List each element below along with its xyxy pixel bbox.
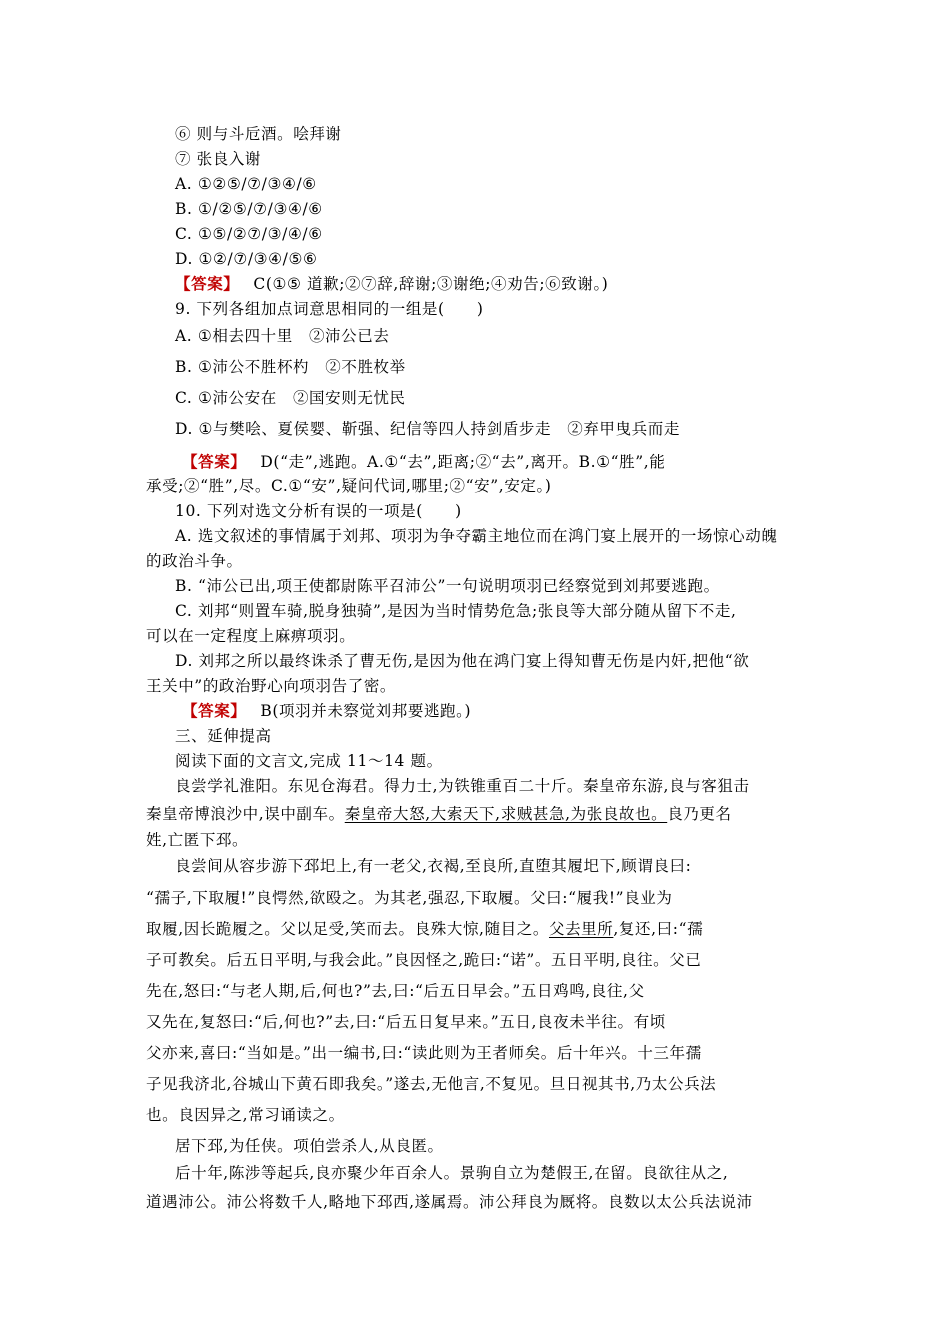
answer-text: B(项羽并未察觉刘邦要逃跑。) <box>260 702 472 720</box>
passage-line: “孺子,下取履!”良愕然,欲殴之。为其老,强忍,下取履。父曰:“履我!”良业为 <box>146 889 673 907</box>
option-line-7: ⑦ 张良入谢 <box>175 150 262 168</box>
passage-line: 子可教矣。后五日平明,与我会此。”良因怪之,跪曰:“诺”。五日平明,良往。父已 <box>146 951 702 969</box>
answer-8 <box>175 273 608 295</box>
question-10-d-cont: 王关中”的政治野心向项羽告了密。 <box>146 677 397 695</box>
answer-text: C(①⑤ 道歉;②⑦辞,辞谢;③谢绝;④劝告;⑥致谢。) <box>253 275 609 293</box>
passage-line: 父亦来,喜曰:“当如是。”出一编书,曰:“读此则为王者师矣。后十年兴。十三年孺 <box>146 1044 702 1062</box>
underlined-sentence: 秦皇帝大怒,大索天下,求贼甚急,为张良故也。 <box>344 805 668 823</box>
section-heading: 三、延伸提高 <box>175 727 272 745</box>
question-9-d: D. ①与樊哙、夏侯婴、靳强、纪信等四人持剑盾步走 ②弃甲曳兵而走 <box>175 420 680 438</box>
passage-line: 居下邳,为任侠。项伯尝杀人,从良匿。 <box>175 1137 444 1155</box>
question-9: 9. 下列各组加点词意思相同的一组是( ) <box>175 300 484 318</box>
question-10: 10. 下列对选文分析有误的一项是( ) <box>175 502 462 520</box>
choice-c: C. ①⑤/②⑦/③/④/⑥ <box>175 225 323 243</box>
reading-instruction: 阅读下面的文言文,完成 11～14 题。 <box>175 752 443 770</box>
underlined-phrase: 父去里所 <box>548 920 614 938</box>
passage-line: 取履,因长跪履之。父以足受,笑而去。良殊大惊,随目之。父去里所,复还,曰:“孺 <box>146 920 704 938</box>
answer-text: D(“走”,逃跑。A.①“去”,距离;②“去”,离开。B.①“胜”,能 <box>260 453 666 471</box>
passage-line: 良尝间从容步游下邳圯上,有一老父,衣褐,至良所,直堕其履圯下,顾谓良曰: <box>175 857 692 875</box>
question-9-a: A. ①相去四十里 ②沛公已去 <box>175 327 390 345</box>
question-10-d: D. 刘邦之所以最终诛杀了曹无伤,是因为他在鸿门宴上得知曹无伤是内奸,把他“欲 <box>175 652 750 670</box>
question-9-b: B. ①沛公不胜杯杓 ②不胜枚举 <box>175 358 406 376</box>
question-10-c-cont: 可以在一定程度上麻痹项羽。 <box>146 627 356 645</box>
answer-label: 【答案】 <box>182 701 247 720</box>
passage-line: 良尝学礼淮阳。东见仓海君。得力士,为铁锥重百二十斤。秦皇帝东游,良与客狙击 <box>175 777 750 795</box>
passage-line: 又先在,复怒曰:“后,何也?”去,曰:“后五日复早来。”五日,良夜未半往。有顷 <box>146 1013 666 1031</box>
answer-label: 【答案】 <box>175 274 240 293</box>
passage-line: 先在,怒曰:“与老人期,后,何也?”去,曰:“后五日早会。”五日鸡鸣,良往,父 <box>146 982 645 1000</box>
answer-10 <box>182 700 471 722</box>
question-10-a-cont: 的政治斗争。 <box>146 552 243 570</box>
passage-line: 秦皇帝博浪沙中,误中副车。秦皇帝大怒,大索天下,求贼甚急,为张良故也。良乃更名 <box>146 805 732 823</box>
question-9-c: C. ①沛公安在 ②国安则无忧民 <box>175 389 406 407</box>
choice-d: D. ①②/⑦/③④/⑤⑥ <box>175 250 318 268</box>
answer-9 <box>182 451 665 473</box>
question-10-a: A. 选文叙述的事情属于刘邦、项羽为争夺霸主地位而在鸿门宴上展开的一场惊心动魄 <box>175 527 778 545</box>
passage-line: 道遇沛公。沛公将数千人,略地下邳西,遂属焉。沛公拜良为厩将。良数以太公兵法说沛 <box>146 1193 753 1211</box>
option-line-6: ⑥ 则与斗卮酒。哙拜谢 <box>175 125 342 143</box>
passage-line: 子见我济北,谷城山下黄石即我矣。”遂去,无他言,不复见。旦日视其书,乃太公兵法 <box>146 1075 717 1093</box>
question-10-b: B. “沛公已出,项王使都尉陈平召沛公”一句说明项羽已经察觉到刘邦要逃跑。 <box>175 577 720 595</box>
choice-b: B. ①/②⑤/⑦/③④/⑥ <box>175 200 323 218</box>
choice-a: A. ①②⑤/⑦/③④/⑥ <box>175 175 317 193</box>
answer-label: 【答案】 <box>182 452 247 471</box>
answer-9-cont: 承受;②“胜”,尽。C.①“安”,疑问代词,哪里;②“安”,安定。) <box>146 477 552 495</box>
passage-line: 后十年,陈涉等起兵,良亦聚少年百余人。景驹自立为楚假王,在留。良欲往从之, <box>175 1164 729 1182</box>
question-10-c: C. 刘邦“则置车骑,脱身独骑”,是因为当时情势危急;张良等大部分随从留下不走, <box>175 602 737 620</box>
passage-line: 姓,亡匿下邳。 <box>146 831 249 849</box>
passage-line: 也。良因异之,常习诵读之。 <box>146 1106 345 1124</box>
